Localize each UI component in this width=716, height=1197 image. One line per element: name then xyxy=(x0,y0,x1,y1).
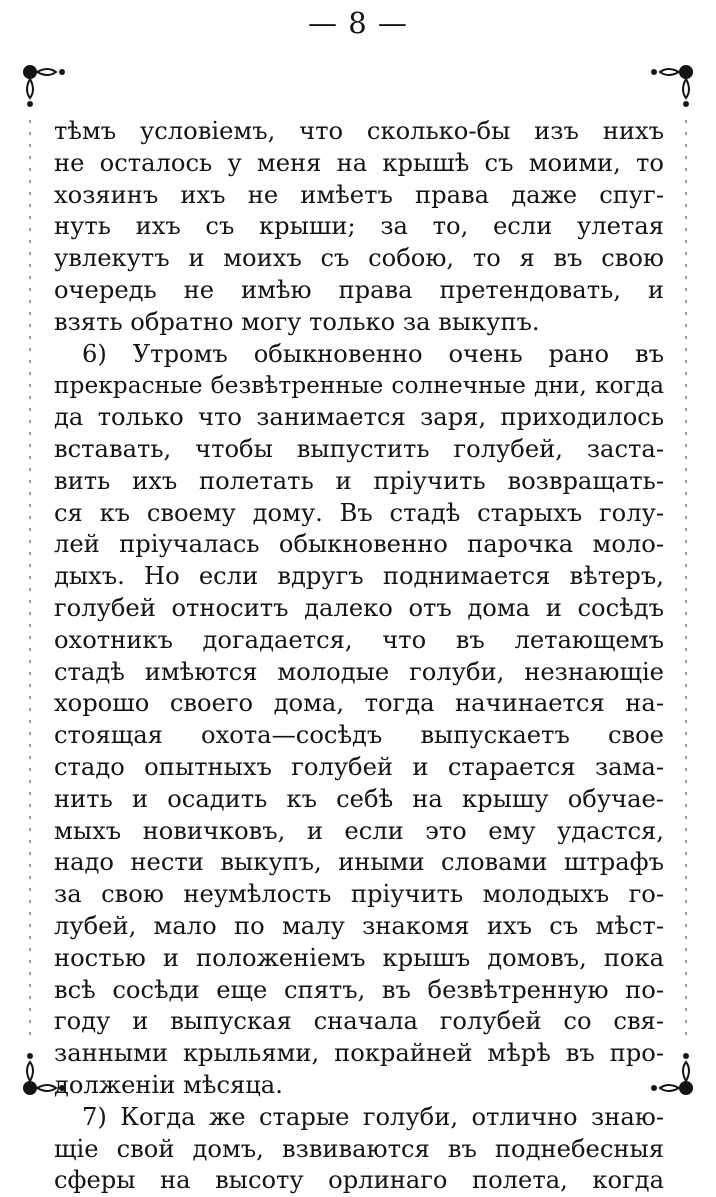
paragraph-1 xyxy=(54,116,664,339)
text-line: ностью и положеніемъ крышъ домовъ, пока xyxy=(54,943,664,972)
text-line: взять обратно могу только за выкупъ. xyxy=(54,307,540,336)
text-line: хозяинъ ихъ не имѣетъ права даже спуг- xyxy=(54,180,664,209)
text-line: стадо опытныхъ голубей и старается зама- xyxy=(54,752,664,781)
text-line: хорошо своего дома, тогда начинается на- xyxy=(54,689,664,718)
text-line: лей пріучалась обыкновенно парочка моло- xyxy=(54,530,664,559)
text-line: дыхъ. Но если вдругъ поднимается вѣтеръ, xyxy=(54,562,664,591)
ornament-top-left-icon xyxy=(23,65,65,107)
body-text xyxy=(54,116,664,1197)
text-line: лубей, мало по малу знакомя ихъ съ мѣст- xyxy=(54,911,664,940)
text-line: 7) Когда же старые голуби, отлично знаю- xyxy=(82,1102,664,1131)
text-line: очередь не имѣю права претендовать, и xyxy=(54,275,664,304)
text-line: долженіи мѣсяца. xyxy=(54,1070,283,1099)
text-line: занными крыльями, покрайней мѣрѣ въ про- xyxy=(54,1039,664,1068)
text-line: 6) Утромъ обыкновенно очень рано въ xyxy=(82,339,664,368)
text-line: надо нести выкупъ, иными словами штрафъ xyxy=(54,848,664,877)
text-line: охотникъ догадается, что въ летающемъ xyxy=(54,625,664,654)
text-line: стоящая охота—сосѣдъ выпускаетъ свое xyxy=(54,721,664,750)
text-line: всѣ сосѣди еще спятъ, въ безвѣтренную по- xyxy=(54,975,664,1004)
text-line: за свою неумѣлость пріучить молодыхъ го- xyxy=(54,880,664,909)
paragraph-2 xyxy=(54,339,664,1102)
text-line: вить ихъ полетать и пріучить возвращать- xyxy=(54,466,664,495)
ornament-top-right-icon xyxy=(651,65,693,107)
text-line: нить и осадить къ себѣ на крышу обучае- xyxy=(54,784,664,813)
text-line: году и выпуская сначала голубей со свя- xyxy=(54,1007,664,1036)
text-line: ся къ своему дому. Въ стадѣ старыхъ голу- xyxy=(54,498,664,527)
text-line: да только что занимается заря, приходилось xyxy=(54,403,664,432)
text-line: сферы на высоту орлинаго полета, когда xyxy=(54,1166,664,1195)
text-line: не осталось у меня на крышѣ съ моими, то xyxy=(54,148,664,177)
text-line: щіе свой домъ, взвиваются въ поднебесныя xyxy=(54,1134,664,1163)
text-line: голубей относитъ далеко отъ дома и сосѣдъ xyxy=(54,593,664,622)
text-line: вставать, чтобы выпустить голубей, заста- xyxy=(54,434,664,463)
text-line: мыхъ новичковъ, и если это ему удастся, xyxy=(54,816,664,845)
text-line: увлекутъ и моихъ съ собою, то я въ свою xyxy=(54,244,664,273)
page-number: — 8 — xyxy=(308,6,408,40)
text-line: стадѣ имѣются молодые голуби, незнающіе xyxy=(54,657,664,686)
text-line: нуть ихъ съ крыши; за то, если улетая xyxy=(54,212,664,241)
text-line: прекрасные безвѣтренные солнечные дни, когда xyxy=(54,372,664,400)
text-line: тѣмъ условіемъ, что сколько-бы изъ нихъ xyxy=(54,117,664,145)
